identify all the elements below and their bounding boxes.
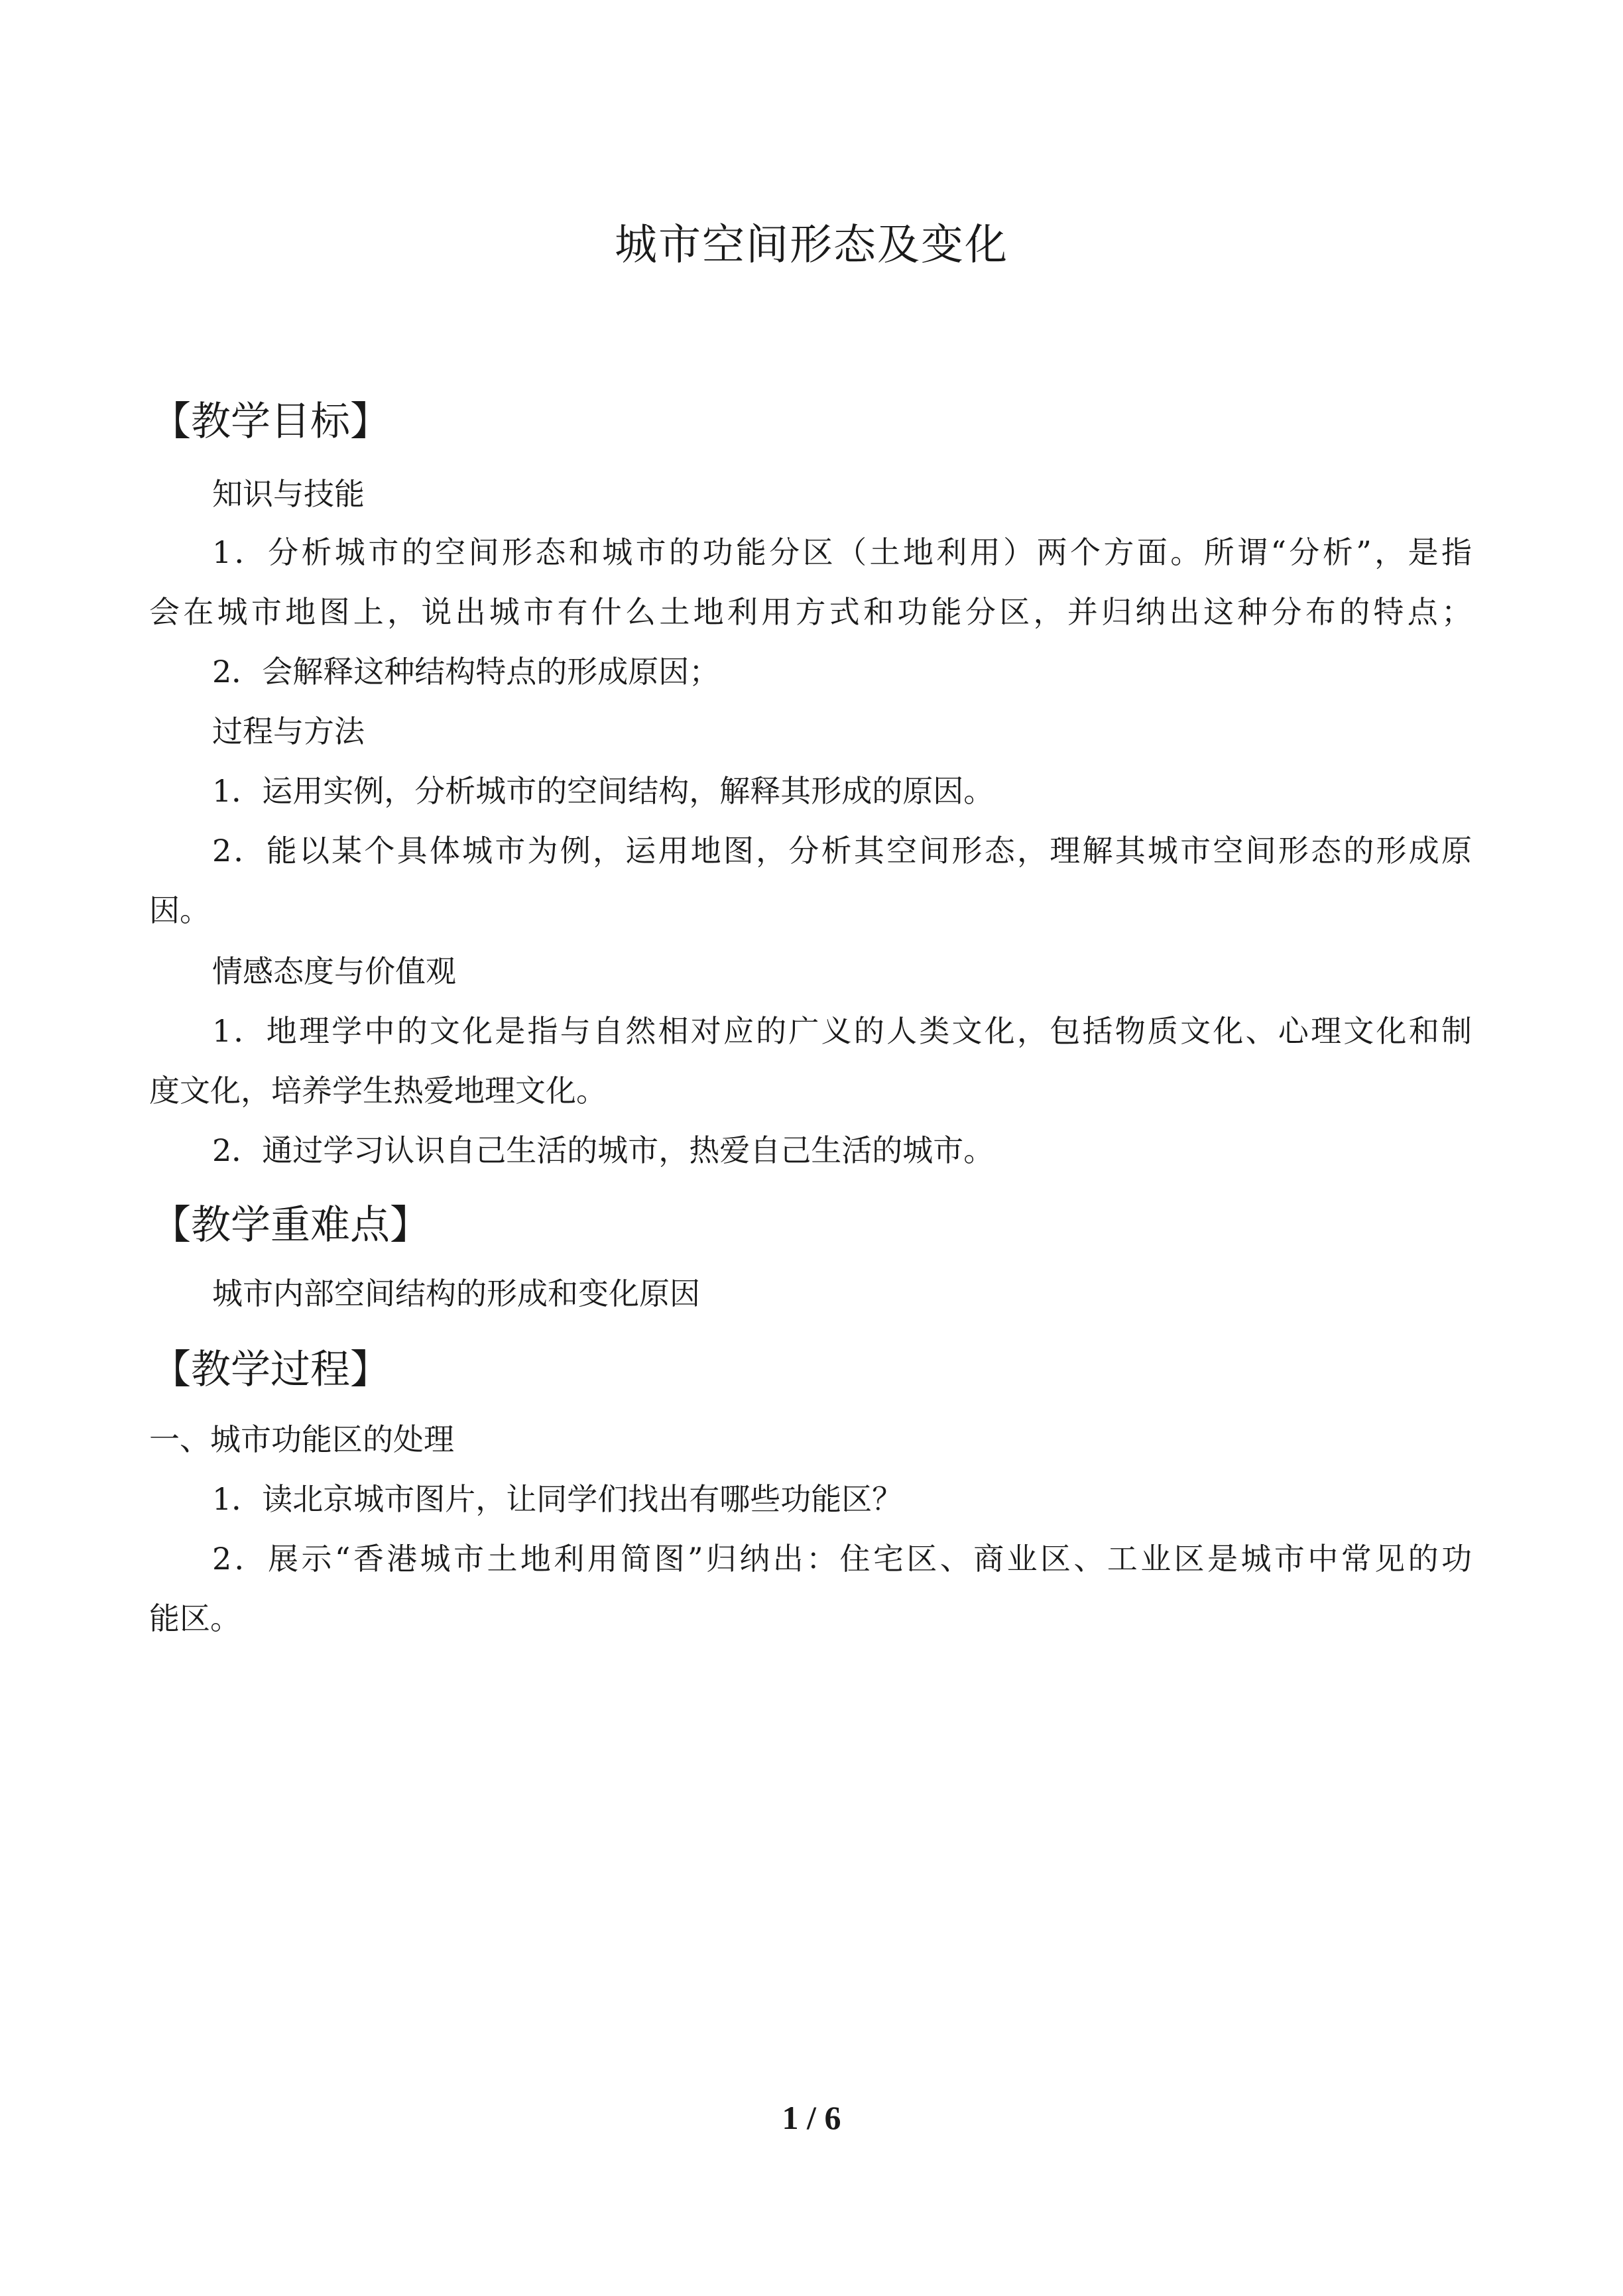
page-title: 城市空间形态及变化 <box>615 221 1008 270</box>
subheading-process-method: 过程与方法 <box>212 713 365 749</box>
paragraph-line: 1．地理学中的文化是指与自然相对应的广义的人类文化，包括物质文化、心理文化和制 <box>212 1013 1472 1049</box>
paragraph-line: 1．读北京城市图片，让同学们找出有哪些功能区？ <box>212 1481 903 1517</box>
paragraph-line: 2．会解释这种结构特点的形成原因； <box>212 654 720 690</box>
paragraph-line: 能区。 <box>149 1601 241 1636</box>
paragraph-line: 度文化，培养学生热爱地理文化。 <box>149 1073 607 1109</box>
subheading-functional-zones: 一、城市功能区的处理 <box>149 1421 454 1457</box>
paragraph-line: 因。 <box>149 892 210 928</box>
section-heading-process: 【教学过程】 <box>151 1347 390 1393</box>
page-number: 1 / 6 <box>782 2099 841 2136</box>
paragraph-line: 2．通过学习认识自己生活的城市，热爱自己生活的城市。 <box>212 1132 994 1168</box>
subheading-values: 情感态度与价值观 <box>212 953 456 989</box>
section-heading-goals: 【教学目标】 <box>151 398 390 445</box>
paragraph-line: 1．分析城市的空间形态和城市的功能分区（土地利用）两个方面。所谓“分析”，是指 <box>212 534 1472 570</box>
paragraph-line: 2．展示“香港城市土地利用简图”归纳出：住宅区、商业区、工业区是城市中常见的功 <box>212 1541 1472 1577</box>
section-heading-key-points: 【教学重难点】 <box>151 1202 430 1248</box>
paragraph-line: 会在城市地图上，说出城市有什么土地利用方式和功能分区，并归纳出这种分布的特点； <box>149 594 1472 630</box>
paragraph-line: 1．运用实例，分析城市的空间结构，解释其形成的原因。 <box>212 773 994 809</box>
paragraph-line: 2．能以某个具体城市为例，运用地图，分析其空间形态，理解其城市空间形态的形成原 <box>212 833 1472 869</box>
subheading-knowledge: 知识与技能 <box>212 476 365 512</box>
paragraph-line: 城市内部空间结构的形成和变化原因 <box>212 1276 700 1311</box>
